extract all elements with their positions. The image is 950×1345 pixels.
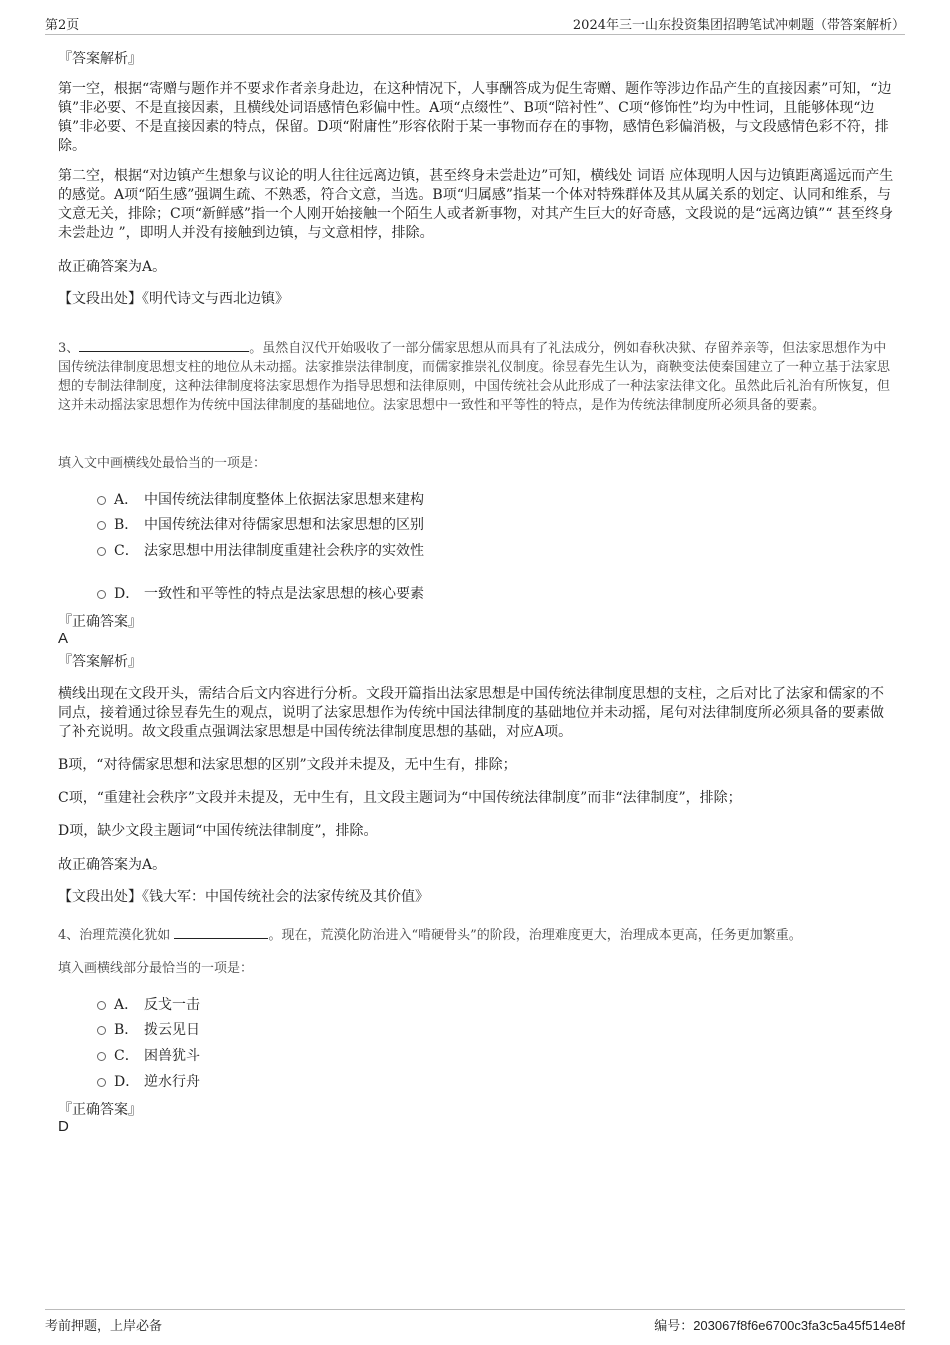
option-text: 中国传统法律对待儒家思想和法家思想的区别: [144, 517, 424, 533]
q3-option-d[interactable]: D． 一致性和平等性的特点是法家思想的核心要素: [97, 583, 424, 603]
q3-analysis-option-b: B项，“对待儒家思想和法家思想的区别”文段并未提及，无中生有，排除；: [58, 757, 517, 773]
page-number: 第2页: [45, 18, 80, 33]
radio-icon[interactable]: [97, 590, 106, 599]
q3-option-a[interactable]: A． 中国传统法律制度整体上依据法家思想来建构: [97, 489, 424, 509]
radio-icon[interactable]: [97, 1052, 106, 1061]
q3-stem: [58, 339, 894, 415]
q4-answer-label: 『正确答案』: [58, 1102, 142, 1118]
q2-analysis-paragraph-2: 第二空，根据“对边镇产生想象与议论的明人往往远离边镇，甚至终身未尝赴边”可知，横线处 词语 应体现明人因与边镇距离遥远而产生的感觉。A项“陌生感”强调生疏、不熟悉，符合文意，当选。B项“归属感”指某一个体对特殊群体及其从属关系的划定、认同和维系，与文意无关，排除；C项“新鲜感”指一个人刚开始接触一个陌生人或者新事物，对其产生巨大的好奇感，文段说的是“远离边镇”“ 甚至终身未尝赴边 ”，即明人并没有接触到边镇，与文意相悖，排除。: [58, 168, 894, 241]
q3-stem-text: 。虽然自汉代开始吸收了一部分儒家思想从而具有了礼法成分，例如春秋决狱、存留养亲等，但法家思想作为中国传统法律制度思想支柱的地位从未动摇。法家推崇法律制度，而儒家推崇礼仪制度。徐昱春先生认为，商鞅变法使秦国建立了一种立基于法家思想的专制法律制度，这种法律制度将法家思想作为指导思想和法律原则，中国传统社会从此形成了一种法家法律文化。虽然此后礼治有所恢复，但这并未动摇法家思想作为传统中国法律制度的基础地位。法家思想中一致性和平等性的特点，是作为传统法律制度所必须具备的要素。: [58, 341, 891, 413]
q3-analysis-option-c: C项，“重建社会秩序”文段并未提及，无中生有，且文段主题词为“中国传统法律制度”而非“法律制度”，排除；: [58, 790, 742, 806]
radio-icon[interactable]: [97, 521, 106, 530]
radio-icon[interactable]: [97, 1078, 106, 1087]
page-footer: [45, 1309, 905, 1332]
q3-answer: A: [58, 630, 69, 647]
q2-source: 【文段出处】《明代诗文与西北边镇》: [58, 291, 289, 307]
option-text: 困兽犹斗: [144, 1048, 200, 1064]
q3-number: 3、: [58, 341, 80, 356]
q4-option-a[interactable]: A． 反戈一击: [97, 994, 200, 1014]
q4-prompt: 填入画横线部分最恰当的一项是：: [58, 961, 254, 976]
q4-stem-before: 治理荒漠化犹如: [79, 928, 171, 943]
page-header: [45, 14, 905, 35]
radio-icon[interactable]: [97, 496, 106, 505]
q3-answer-label: 『正确答案』: [58, 614, 142, 630]
q2-analysis-paragraph-1: 第一空，根据“寄赠与题作并不要求作者亲身赴边，在这种情况下，人事酬答成为促生寄赠、题作等涉边作品产生的直接因素”可知，“边镇”非必要、不是直接因素，且横线处词语感情色彩偏中性。A项“点缀性”、B项“陪衬性”、C项“修饰性”均为中性词，且能够体现“边镇”非必要、不是直接因素的特点，保留。D项“附庸性”形容依附于某一事物而存在的事物，感情色彩偏消极，与文段感情色彩不符，排除。: [58, 81, 892, 154]
option-text: 逆水行舟: [144, 1074, 200, 1090]
q2-analysis-label: 『答案解析』: [58, 51, 142, 67]
q3-source: 【文段出处】《钱大军：中国传统社会的法家传统及其价值》: [58, 889, 429, 905]
radio-icon[interactable]: [97, 1026, 106, 1035]
footer-slogan: 考前押题，上岸必备: [45, 1319, 163, 1334]
document-id: 编号：203067f8f6e6700c3fa3c5a45f514e8f: [654, 1318, 905, 1333]
q4-option-d[interactable]: D． 逆水行舟: [97, 1071, 200, 1091]
q3-blank: [79, 339, 249, 352]
q3-conclusion: 故正确答案为A。: [58, 857, 167, 873]
q4-option-b[interactable]: B． 拨云见日: [97, 1019, 200, 1039]
q3-prompt: 填入文中画横线处最恰当的一项是：: [58, 456, 267, 471]
option-text: 一致性和平等性的特点是法家思想的核心要素: [144, 586, 424, 602]
q4-stem: [58, 926, 894, 945]
q4-option-c[interactable]: C． 困兽犹斗: [97, 1045, 200, 1065]
option-text: 法家思想中用法律制度重建社会秩序的实效性: [144, 543, 424, 559]
option-text: 拨云见日: [144, 1022, 200, 1038]
radio-icon[interactable]: [97, 547, 106, 556]
q4-blank: [174, 926, 268, 939]
q2-conclusion: 故正确答案为A。: [58, 259, 167, 275]
q3-option-c[interactable]: C． 法家思想中用法律制度重建社会秩序的实效性: [97, 540, 424, 560]
q4-number: 4、: [58, 928, 80, 943]
option-text: 中国传统法律制度整体上依据法家思想来建构: [144, 492, 424, 508]
q3-analysis-option-d: D项，缺少文段主题词“中国传统法律制度”，排除。: [58, 823, 378, 839]
q3-analysis-paragraph-1: 横线出现在文段开头，需结合后文内容进行分析。文段开篇指出法家思想是中国传统法律制度思想的支柱，之后对比了法家和儒家的不同点，接着通过徐昱春先生的观点，说明了法家思想作为传统中国法律制度的基础地位并未动摇，尾句对法律制度所必须具备的要素做了补充说明。故文段重点强调法家思想是中国传统法律制度思想的基础，对应A项。: [58, 686, 884, 740]
option-text: 反戈一击: [144, 997, 200, 1013]
q3-option-b[interactable]: B． 中国传统法律对待儒家思想和法家思想的区别: [97, 514, 424, 534]
radio-icon[interactable]: [97, 1001, 106, 1010]
document-title: 2024年三一山东投资集团招聘笔试冲刺题（带答案解析）: [572, 18, 905, 33]
q4-stem-after: 。现在，荒漠化防治进入“啃硬骨头”的阶段，治理难度更大，治理成本更高，任务更加繁重。: [268, 928, 802, 943]
q3-analysis-label: 『答案解析』: [58, 654, 142, 670]
q4-answer: D: [58, 1118, 69, 1135]
